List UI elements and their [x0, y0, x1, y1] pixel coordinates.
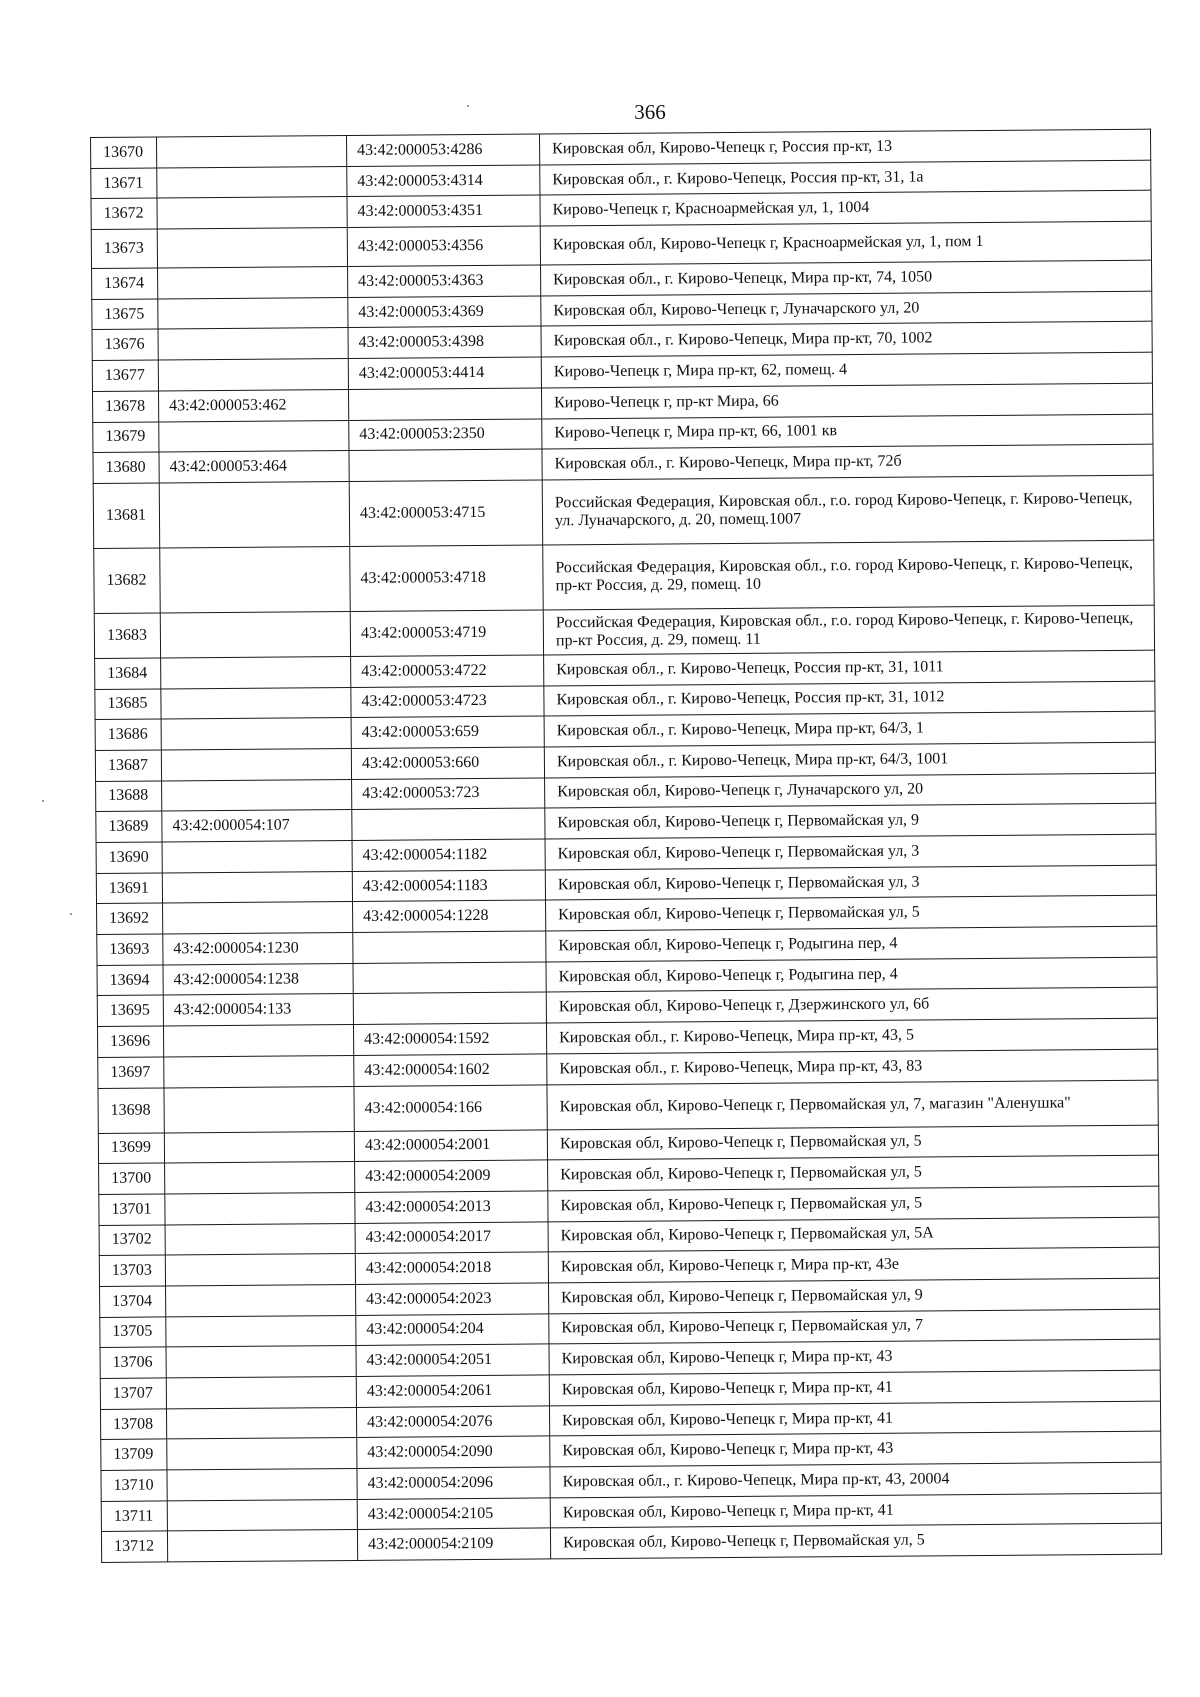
object-cadastral-cell: 43:42:000054:2017	[355, 1221, 548, 1253]
parcel-cadastral-cell	[157, 166, 347, 198]
parcel-cadastral-cell	[158, 359, 348, 391]
parcel-cadastral-cell	[158, 267, 348, 299]
address-cell: Кировская обл., г. Кирово-Чепецк, Россия пр-кт, 31, 1012	[544, 681, 1155, 716]
object-cadastral-cell	[349, 449, 542, 481]
address-cell: Кировская обл, Кирово-Чепецк г, Мира пр-кт, 41	[550, 1493, 1161, 1528]
parcel-cadastral-cell	[163, 1025, 353, 1057]
parcel-cadastral-cell	[162, 871, 352, 903]
parcel-cadastral-cell	[165, 1162, 355, 1194]
row-number-cell: 13680	[93, 452, 159, 483]
parcel-cadastral-cell	[157, 135, 347, 167]
address-cell: Кировская обл, Кирово-Чепецк г, Родыгина пер, 4	[546, 957, 1157, 992]
row-number-cell: 13690	[96, 842, 162, 873]
row-number-cell: 13709	[101, 1439, 167, 1470]
parcel-cadastral-cell	[158, 297, 348, 329]
object-cadastral-cell: 43:42:000054:204	[356, 1314, 549, 1346]
address-cell: Кировская обл., г. Кирово-Чепецк, Мира пр-кт, 70, 1002	[541, 322, 1152, 357]
parcel-cadastral-cell: 43:42:000054:1230	[163, 933, 353, 965]
property-register-table	[90, 129, 1162, 1563]
row-number-cell: 13676	[92, 329, 158, 360]
register-table-body	[91, 129, 1162, 1562]
address-cell: Кировская обл, Кирово-Чепецк г, Первомайская ул, 5	[548, 1186, 1159, 1221]
object-cadastral-cell: 43:42:000053:4356	[347, 226, 540, 267]
object-cadastral-cell: 43:42:000053:4723	[351, 686, 544, 718]
object-cadastral-cell: 43:42:000054:2051	[356, 1344, 549, 1376]
object-cadastral-cell: 43:42:000054:2001	[354, 1129, 547, 1161]
address-cell: Кировская обл, Кирово-Чепецк г, Первомайская ул, 5	[548, 1155, 1159, 1190]
row-number-cell: 13698	[98, 1087, 164, 1133]
scan-speck	[42, 800, 44, 802]
row-number-cell: 13674	[92, 268, 158, 299]
object-cadastral-cell: 43:42:000053:4369	[348, 296, 541, 328]
object-cadastral-cell: 43:42:000054:1602	[354, 1054, 547, 1086]
parcel-cadastral-cell: 43:42:000054:1238	[163, 963, 353, 995]
row-number-cell: 13699	[98, 1132, 164, 1163]
object-cadastral-cell: 43:42:000053:4314	[347, 165, 540, 197]
parcel-cadastral-cell: 43:42:000054:107	[162, 810, 352, 842]
address-cell: Кировская обл, Кирово-Чепецк г, Мира пр-кт, 41	[549, 1370, 1160, 1405]
row-number-cell: 13688	[96, 781, 162, 812]
parcel-cadastral-cell	[166, 1284, 356, 1316]
object-cadastral-cell	[353, 962, 546, 994]
address-cell: Кировская обл., г. Кирово-Чепецк, Мира пр-кт, 64/3, 1	[544, 711, 1155, 746]
address-cell: Кировская обл, Кирово-Чепецк г, Мира пр-кт, 41	[549, 1401, 1160, 1436]
address-cell: Кировская обл., г. Кирово-Чепецк, Россия пр-кт, 31, 1а	[540, 160, 1151, 195]
parcel-cadastral-cell	[161, 656, 351, 688]
object-cadastral-cell: 43:42:000054:2090	[357, 1436, 550, 1468]
row-number-cell: 13683	[94, 613, 160, 659]
parcel-cadastral-cell	[167, 1469, 357, 1501]
object-cadastral-cell: 43:42:000053:4722	[351, 655, 544, 687]
parcel-cadastral-cell	[166, 1376, 356, 1408]
row-number-cell: 13679	[93, 421, 159, 452]
object-cadastral-cell: 43:42:000053:4398	[348, 326, 541, 358]
row-number-cell: 13670	[91, 137, 157, 168]
parcel-cadastral-cell	[167, 1438, 357, 1470]
address-cell: Кировская обл., г. Кирово-Чепецк, Мира пр-кт, 43, 5	[546, 1018, 1157, 1053]
address-cell: Кировская обл, Кирово-Чепецк г, Первомайская ул, 9	[545, 803, 1156, 838]
parcel-cadastral-cell	[167, 1530, 357, 1562]
address-cell: Кировская обл, Кирово-Чепецк г, Первомайская ул, 5	[547, 1125, 1158, 1160]
row-number-cell: 13695	[97, 995, 163, 1026]
address-cell: Российская Федерация, Кировская обл., г.о. город Кирово-Чепецк, г. Кирово-Чепецк, пр-кт Россия, д. 29, помещ. 10	[543, 540, 1154, 610]
scan-speck	[467, 105, 469, 107]
row-number-cell: 13671	[91, 168, 157, 199]
row-number-cell: 13681	[93, 483, 160, 549]
address-cell: Российская Федерация, Кировская обл., г.о. город Кирово-Чепецк, г. Кирово-Чепецк, пр-кт Россия, д. 29, помещ. 11	[543, 605, 1154, 655]
address-cell: Кировская обл, Кирово-Чепецк г, Первомайская ул, 7, магазин "Аленушка"	[547, 1080, 1158, 1130]
parcel-cadastral-cell	[165, 1254, 355, 1286]
parcel-cadastral-cell	[163, 902, 353, 934]
address-cell: Российская Федерация, Кировская обл., г.о. город Кирово-Чепецк, г. Кирово-Чепецк, ул. Луначарского, д. 20, помещ.1007	[542, 475, 1153, 545]
object-cadastral-cell: 43:42:000053:4363	[348, 265, 541, 297]
row-number-cell: 13682	[94, 548, 161, 614]
object-cadastral-cell: 43:42:000054:2105	[357, 1498, 550, 1530]
parcel-cadastral-cell	[160, 546, 351, 612]
address-cell: Кировская обл, Кирово-Чепецк г, Первомайская ул, 3	[545, 834, 1156, 869]
row-number-cell: 13677	[92, 360, 158, 391]
row-number-cell: 13706	[100, 1347, 166, 1378]
address-cell: Кировская обл., г. Кирово-Чепецк, Мира пр-кт, 72б	[542, 444, 1153, 479]
address-cell: Кировская обл., г. Кирово-Чепецк, Мира пр-кт, 64/3, 1001	[544, 742, 1155, 777]
object-cadastral-cell: 43:42:000054:2096	[357, 1467, 550, 1499]
address-cell: Кировская обл, Кирово-Чепецк г, Родыгина пер, 4	[546, 926, 1157, 961]
object-cadastral-cell: 43:42:000053:4718	[350, 545, 544, 612]
parcel-cadastral-cell	[157, 228, 347, 268]
address-cell: Кировская обл, Кирово-Чепецк г, Первомайская ул, 3	[545, 865, 1156, 900]
parcel-cadastral-cell	[165, 1192, 355, 1224]
object-cadastral-cell: 43:42:000054:166	[354, 1084, 547, 1131]
table-row	[94, 540, 1154, 613]
address-cell: Кировская обл, Кирово-Чепецк г, Луначарского ул, 20	[541, 291, 1152, 326]
object-cadastral-cell: 43:42:000053:659	[351, 716, 544, 748]
object-cadastral-cell	[353, 992, 546, 1024]
object-cadastral-cell: 43:42:000054:2109	[357, 1528, 550, 1560]
row-number-cell: 13697	[98, 1057, 164, 1088]
page-number: 366	[634, 100, 666, 124]
row-number-cell: 13694	[97, 965, 163, 996]
address-cell: Кировская обл, Кирово-Чепецк г, Мира пр-кт, 43е	[548, 1247, 1159, 1282]
row-number-cell: 13691	[96, 873, 162, 904]
row-number-cell: 13672	[91, 198, 157, 229]
address-cell: Кировская обл, Кирово-Чепецк г, Мира пр-кт, 43	[550, 1432, 1161, 1467]
address-cell: Кирово-Чепецк г, пр-кт Мира, 66	[541, 383, 1152, 418]
parcel-cadastral-cell	[157, 197, 347, 229]
row-number-cell: 13692	[97, 903, 163, 934]
object-cadastral-cell: 43:42:000053:723	[352, 778, 545, 810]
object-cadastral-cell: 43:42:000054:2076	[356, 1406, 549, 1438]
row-number-cell: 13673	[91, 229, 157, 269]
row-number-cell: 13689	[96, 811, 162, 842]
row-number-cell: 13704	[100, 1286, 166, 1317]
parcel-cadastral-cell	[159, 420, 349, 452]
address-cell: Кировская обл, Кирово-Чепецк г, Первомайская ул, 9	[549, 1278, 1160, 1313]
parcel-cadastral-cell: 43:42:000053:462	[158, 389, 348, 421]
address-cell: Кировская обл, Кирово-Чепецк г, Красноармейская ул, 1, пом 1	[540, 221, 1151, 265]
address-cell: Кировская обл, Кирово-Чепецк г, Дзержинского ул, 6б	[546, 988, 1157, 1023]
parcel-cadastral-cell	[166, 1346, 356, 1378]
parcel-cadastral-cell	[164, 1131, 354, 1163]
parcel-cadastral-cell	[162, 779, 352, 811]
object-cadastral-cell	[348, 388, 541, 420]
parcel-cadastral-cell	[158, 328, 348, 360]
row-number-cell: 13711	[101, 1501, 167, 1532]
parcel-cadastral-cell: 43:42:000053:464	[159, 451, 349, 483]
address-cell: Кирово-Чепецк г, Мира пр-кт, 66, 1001 кв	[542, 414, 1153, 449]
row-number-cell: 13687	[95, 750, 161, 781]
parcel-cadastral-cell	[166, 1315, 356, 1347]
address-cell: Кировская обл., г. Кирово-Чепецк, Мира пр-кт, 43, 83	[547, 1049, 1158, 1084]
address-cell: Кировская обл, Кирово-Чепецк г, Первомайская ул, 5А	[548, 1217, 1159, 1252]
object-cadastral-cell: 43:42:000054:2018	[355, 1252, 548, 1284]
object-cadastral-cell: 43:42:000054:2061	[356, 1375, 549, 1407]
row-number-cell: 13707	[100, 1378, 166, 1409]
object-cadastral-cell	[352, 808, 545, 840]
parcel-cadastral-cell	[161, 687, 351, 719]
parcel-cadastral-cell	[161, 748, 351, 780]
address-cell: Кирово-Чепецк г, Мира пр-кт, 62, помещ. 4	[541, 352, 1152, 387]
parcel-cadastral-cell	[167, 1499, 357, 1531]
address-cell: Кировская обл., г. Кирово-Чепецк, Россия пр-кт, 31, 1011	[544, 650, 1155, 685]
scan-speck	[70, 913, 72, 915]
object-cadastral-cell: 43:42:000054:2023	[356, 1283, 549, 1315]
address-cell: Кировская обл, Кирово-Чепецк г, Мира пр-кт, 43	[549, 1339, 1160, 1374]
parcel-cadastral-cell	[165, 1223, 355, 1255]
row-number-cell: 13678	[92, 391, 158, 422]
row-number-cell: 13675	[92, 299, 158, 330]
object-cadastral-cell: 43:42:000054:1183	[352, 870, 545, 902]
object-cadastral-cell: 43:42:000053:4286	[346, 134, 539, 166]
address-cell: Кирово-Чепецк г, Красноармейская ул, 1, 1004	[540, 191, 1151, 226]
parcel-cadastral-cell: 43:42:000054:133	[163, 994, 353, 1026]
parcel-cadastral-cell	[162, 840, 352, 872]
parcel-cadastral-cell	[164, 1086, 354, 1132]
address-cell: Кировская обл., г. Кирово-Чепецк, Мира пр-кт, 43, 20004	[550, 1462, 1161, 1497]
address-cell: Кировская обл, Кирово-Чепецк г, Луначарского ул, 20	[545, 773, 1156, 808]
object-cadastral-cell: 43:42:000054:2013	[355, 1191, 548, 1223]
address-cell: Кировская обл., г. Кирово-Чепецк, Мира пр-кт, 74, 1050	[541, 260, 1152, 295]
row-number-cell: 13696	[97, 1026, 163, 1057]
table-row	[93, 475, 1153, 548]
object-cadastral-cell: 43:42:000054:1228	[353, 900, 546, 932]
row-number-cell: 13712	[101, 1531, 167, 1562]
row-number-cell: 13702	[99, 1225, 165, 1256]
row-number-cell: 13705	[100, 1317, 166, 1348]
parcel-cadastral-cell	[161, 718, 351, 750]
row-number-cell: 13703	[99, 1255, 165, 1286]
object-cadastral-cell: 43:42:000053:660	[351, 747, 544, 779]
object-cadastral-cell: 43:42:000054:1592	[353, 1023, 546, 1055]
row-number-cell: 13700	[99, 1163, 165, 1194]
object-cadastral-cell: 43:42:000054:2009	[355, 1160, 548, 1192]
object-cadastral-cell: 43:42:000053:4414	[348, 357, 541, 389]
row-number-cell: 13710	[101, 1470, 167, 1501]
object-cadastral-cell: 43:42:000053:4719	[350, 610, 543, 657]
parcel-cadastral-cell	[160, 611, 350, 657]
object-cadastral-cell: 43:42:000053:4715	[349, 480, 543, 547]
object-cadastral-cell	[353, 931, 546, 963]
parcel-cadastral-cell	[159, 481, 350, 547]
object-cadastral-cell: 43:42:000053:2350	[349, 418, 542, 450]
parcel-cadastral-cell	[166, 1407, 356, 1439]
row-number-cell: 13693	[97, 934, 163, 965]
row-number-cell: 13684	[95, 658, 161, 689]
row-number-cell: 13685	[95, 689, 161, 720]
row-number-cell: 13701	[99, 1194, 165, 1225]
address-cell: Кировская обл, Кирово-Чепецк г, Первомайская ул, 7	[549, 1309, 1160, 1344]
object-cadastral-cell: 43:42:000054:1182	[352, 839, 545, 871]
object-cadastral-cell: 43:42:000053:4351	[347, 195, 540, 227]
address-cell: Кировская обл, Кирово-Чепецк г, Россия пр-кт, 13	[539, 129, 1150, 164]
address-cell: Кировская обл, Кирово-Чепецк г, Первомайская ул, 5	[546, 896, 1157, 931]
address-cell: Кировская обл, Кирово-Чепецк г, Первомайская ул, 5	[550, 1524, 1161, 1559]
row-number-cell: 13686	[95, 719, 161, 750]
row-number-cell: 13708	[100, 1409, 166, 1440]
parcel-cadastral-cell	[164, 1055, 354, 1087]
